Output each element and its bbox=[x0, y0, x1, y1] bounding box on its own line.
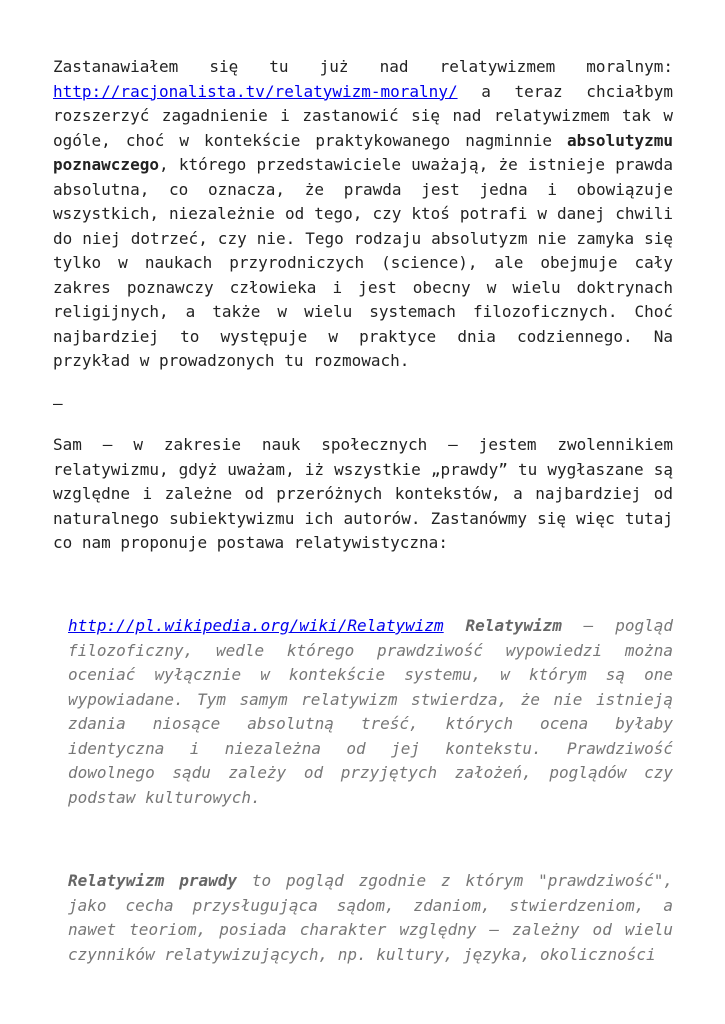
wikipedia-link[interactable]: http://pl.wikipedia.org/wiki/Relatywizm bbox=[68, 616, 444, 635]
bold-term-relatywizm: Relatywizm bbox=[465, 616, 562, 635]
paragraph-intro bbox=[53, 55, 673, 374]
quote-wikipedia bbox=[68, 614, 673, 810]
paragraph-intro-continued: a teraz chciałbym rozszerzyć zagadnienie i zastanowić się nad relatywizmem tak w ogóle, choć w kontekście praktykowanego nagminnie bbox=[53, 81, 673, 150]
paragraph-relativism-text: Sam – w zakresie nauk społecznych – jestem zwolennikiem relatywizmu, gdyż uważam, iż wszystkie „prawdy” tu wygłaszane są względne i zależne od przeróżnych kontekstów, a najbardziej od naturalnego subiektywizmu ich autorów. Zastanówmy się więc tutaj co nam proponuje postawa relatywistyczna: bbox=[53, 435, 673, 552]
bold-term-absolutyzm: absolutyzmu poznawczego bbox=[53, 130, 673, 174]
quote-wikipedia-text: – pogląd filozoficzny, wedle którego prawdziwość wypowiedzi można oceniać wyłącznie w kontekście systemu, w którym są one wypowiadane. Tym samym relatywizm stwierdza, że nie istnieją zdania niosące absolutną treść, których ocena byłaby identyczna i niezależna od jej kontekstu. Prawdziwość dowolnego sądu zależy od przyjętych założeń, poglądów czy podstaw kulturowych. bbox=[68, 616, 673, 807]
separator-dash: – bbox=[53, 394, 63, 413]
paragraph-intro-rest: , którego przedstawiciele uważają, że istnieje prawda absolutna, co oznacza, że prawda jest jedna i obowiązuje wszystkich, niezależnie od tego, czy ktoś potrafi w danej chwili do niej dotrzeć, czy nie. Tego rodzaju absolutyzm nie zamyka się tylko w naukach przyrodniczych (science), ale obejmuje cały zakres poznawczy człowieka i jest obecny w wielu doktrynach religijnych, a także w wielu systemach filozoficznych. Choć najbardziej to występuje w praktyce dnia codziennego. Na przykład w prowadzonych tu rozmowach. bbox=[53, 155, 673, 370]
paragraph-relativism bbox=[53, 433, 673, 556]
racjonalista-link[interactable]: http://racjonalista.tv/relatywizm-moralny/ bbox=[53, 81, 458, 101]
paragraph-intro-text: Zastanawiałem się tu już nad relatywizmem moralnym: bbox=[53, 57, 673, 76]
bold-term-relatywizm-prawdy: Relatywizm prawdy bbox=[68, 871, 237, 890]
quote-relatywizm-prawdy-text: to pogląd zgodnie z którym "prawdziwość", jako cecha przysługująca sądom, zdaniom, stwierdzeniom, a nawet teoriom, posiada charakter względny – zależny od wielu czynników relatywizujących, np. kultury, języka, okoliczności bbox=[68, 871, 673, 964]
quote-relatywizm-prawdy bbox=[68, 869, 673, 967]
